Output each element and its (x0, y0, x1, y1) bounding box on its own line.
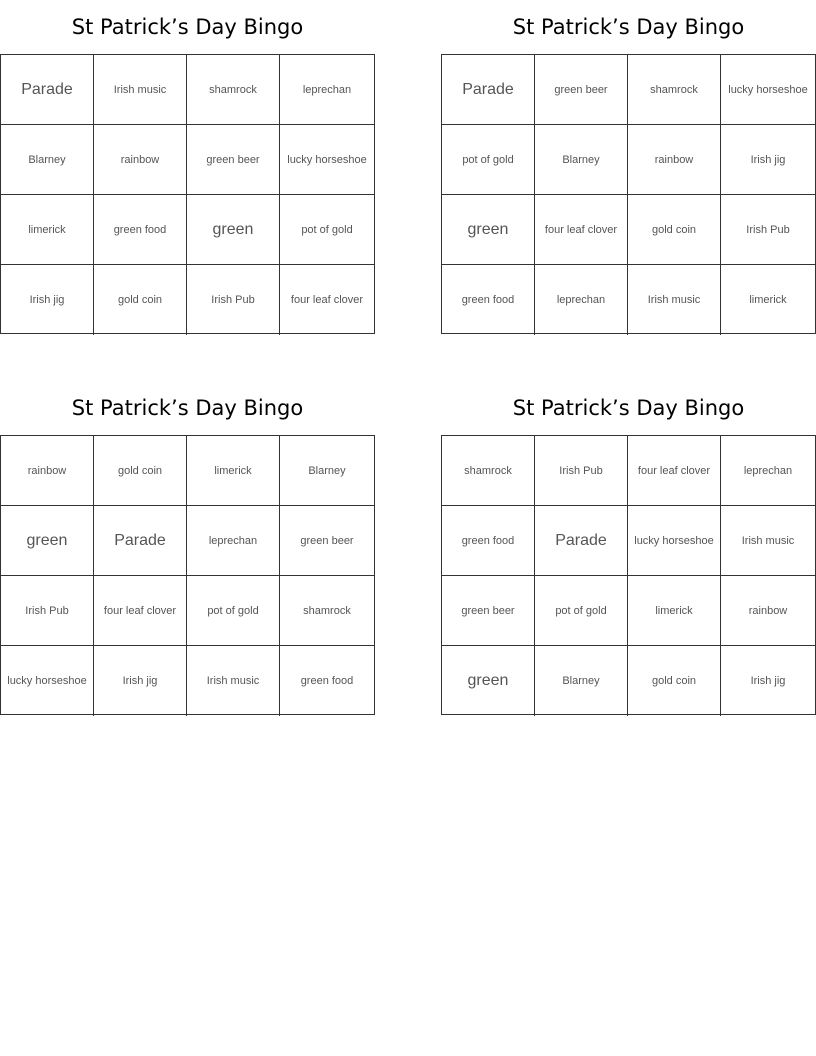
bingo-cell: lucky horseshoe (628, 506, 721, 576)
bingo-cell: leprechan (535, 265, 628, 335)
bingo-grid (0, 54, 375, 334)
card-title: St Patrick’s Day Bingo (71, 396, 304, 420)
bingo-cell: Blarney (1, 125, 94, 195)
bingo-cell: four leaf clover (628, 436, 721, 506)
bingo-cell: Blarney (280, 436, 374, 506)
bingo-cell: Irish music (628, 265, 721, 335)
bingo-cell: limerick (749, 294, 787, 306)
bingo-cell: pot of gold (442, 125, 535, 195)
bingo-cell: Parade (1, 55, 94, 125)
bingo-cell: limerick (628, 576, 721, 646)
bingo-cell: gold coin (628, 195, 721, 265)
bingo-cell: limerick (1, 195, 94, 265)
bingo-cell: pot of gold (280, 195, 374, 265)
bingo-cell: shamrock (628, 55, 721, 125)
bingo-cell: green (187, 195, 280, 265)
bingo-cell: shamrock (187, 55, 280, 125)
bingo-cell: green food (442, 506, 535, 576)
bingo-cell: rainbow (628, 125, 721, 195)
bingo-cell: green (442, 195, 535, 265)
bingo-cell: Irish Pub (1, 576, 94, 646)
bingo-cell: gold coin (628, 646, 721, 716)
bingo-cell: Irish jig (750, 675, 786, 687)
bingo-cell: green (1, 506, 94, 576)
bingo-cell: gold coin (94, 265, 187, 335)
bingo-cell: Irish jig (94, 646, 187, 716)
bingo-cell: four leaf clover (535, 195, 628, 265)
bingo-cell: Irish music (187, 646, 280, 716)
bingo-cell: Parade (535, 506, 628, 576)
bingo-cell: Irish Pub (187, 265, 280, 335)
bingo-cell: leprechan (187, 506, 280, 576)
bingo-cell: lucky horseshoe (280, 125, 374, 195)
bingo-cell: green food (94, 195, 187, 265)
bingo-grid (441, 54, 816, 334)
bingo-cell: Parade (442, 55, 535, 125)
bingo-cell: Irish Pub (535, 436, 628, 506)
bingo-cell: leprechan (721, 436, 815, 506)
bingo-cell: pot of gold (535, 576, 628, 646)
card-title: St Patrick’s Day Bingo (512, 396, 745, 420)
bingo-cell: green (442, 646, 535, 716)
bingo-cell: green food (442, 265, 535, 335)
bingo-cell: rainbow (94, 125, 187, 195)
card-title: St Patrick’s Day Bingo (71, 15, 304, 39)
bingo-cell: rainbow (721, 576, 815, 646)
bingo-cell: four leaf clover (94, 576, 187, 646)
bingo-cell: Parade (94, 506, 187, 576)
bingo-cell: limerick (187, 436, 280, 506)
bingo-cell: gold coin (94, 436, 187, 506)
bingo-cell: Blarney (535, 646, 628, 716)
bingo-cell: green beer (535, 55, 628, 125)
bingo-cell: shamrock (442, 436, 535, 506)
bingo-grid (0, 435, 375, 715)
bingo-cell: Irish jig (721, 125, 815, 195)
card-title: St Patrick’s Day Bingo (512, 15, 745, 39)
bingo-cell: green beer (442, 576, 535, 646)
bingo-cell: Blarney (535, 125, 628, 195)
bingo-cell: rainbow (1, 436, 94, 506)
bingo-cell: green beer (280, 506, 374, 576)
bingo-cell: lucky horseshoe (721, 55, 815, 125)
bingo-cell: leprechan (280, 55, 374, 125)
bingo-cell: lucky horseshoe (1, 646, 94, 716)
bingo-grid (441, 435, 816, 715)
bingo-cell: Irish music (94, 55, 187, 125)
bingo-cell: pot of gold (187, 576, 280, 646)
bingo-cell: Irish Pub (721, 195, 815, 265)
bingo-cell: green food (300, 675, 354, 687)
bingo-cell: green beer (187, 125, 280, 195)
bingo-cell: Irish jig (1, 265, 94, 335)
bingo-cell: shamrock (280, 576, 374, 646)
bingo-cell: Irish music (721, 506, 815, 576)
bingo-cell: four leaf clover (290, 294, 364, 306)
